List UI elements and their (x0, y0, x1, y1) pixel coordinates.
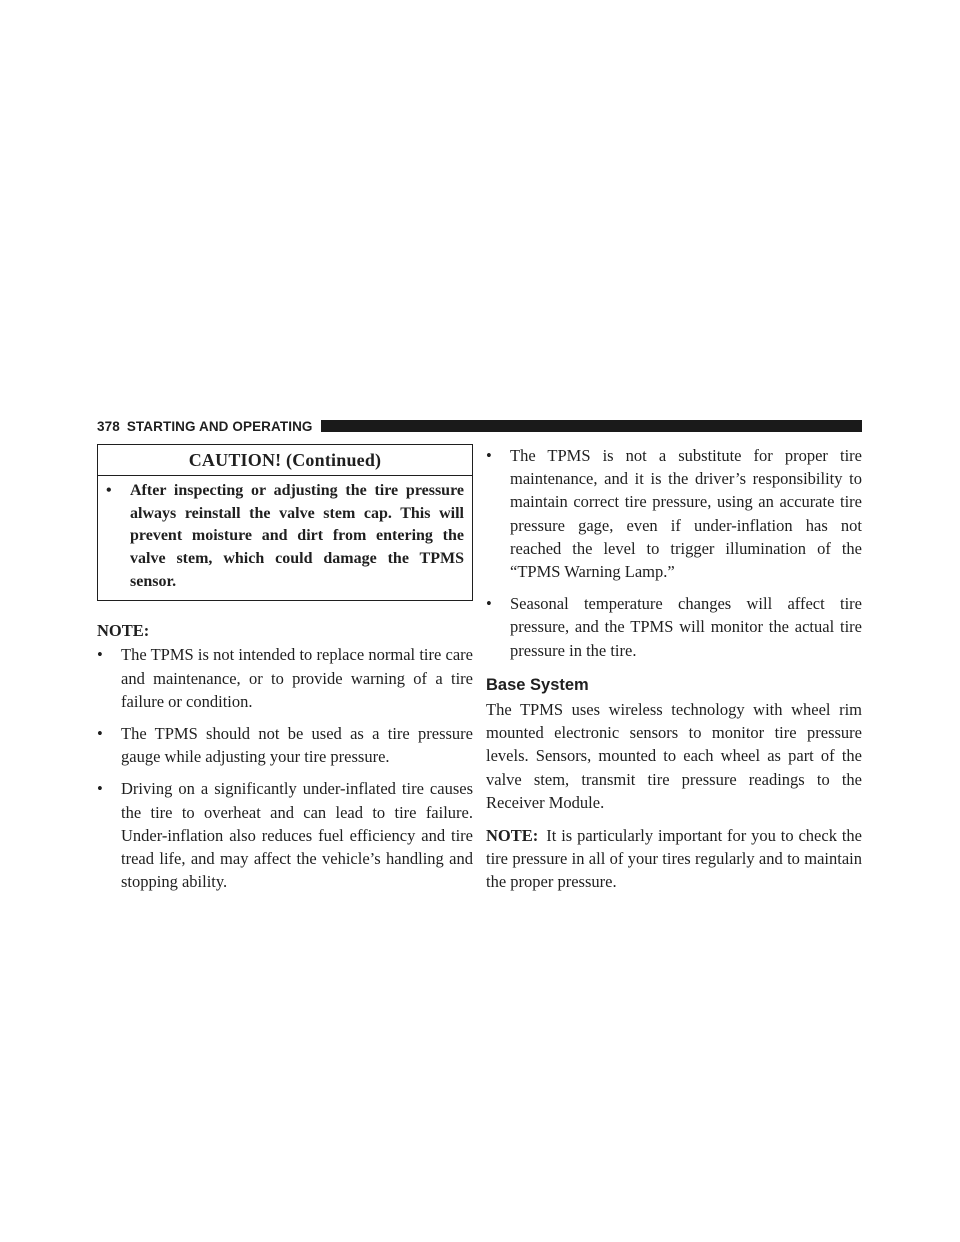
bullet-icon: • (486, 446, 492, 465)
note-bullet-text: The TPMS is not a substitute for proper tire maintenance, and it is the driver’s responsibility to maintain correct tire pressure, using an accurate tire pressure gage, even if under-inflation has not reached the level to trigger illumination of the “TPMS Warning Lamp.” (510, 446, 862, 582)
page-number: 378 (97, 418, 120, 434)
note-bullet (97, 643, 473, 713)
base-system-paragraph: The TPMS uses wireless technology with wheel rim mounted electronic sensors to monitor tire pressure levels. Sensors, mounted to each wheel as part of the valve stem, transmit tire pressure readings to the Receiver Module. (486, 700, 862, 812)
section-title: STARTING AND OPERATING (126, 418, 313, 434)
base-system-note-text: It is particularly important for you to check the tire pressure in all of your tires regularly and to maintain the proper pressure. (486, 826, 862, 892)
note-label-inline: NOTE: (486, 826, 539, 846)
bullet-icon: • (106, 482, 112, 500)
note-bullet (486, 592, 862, 662)
note-label: NOTE: (97, 621, 150, 641)
section-heading-base-system: Base System (486, 675, 589, 694)
left-column (97, 444, 473, 893)
bullet-icon: • (97, 723, 103, 743)
note-bullet-text: The TPMS should not be used as a tire pressure gauge while adjusting your tire pressure. (121, 723, 473, 767)
caution-box (97, 444, 473, 601)
note-bullet-text: Driving on a significantly under-inflated tire causes the tire to overheat and can lead to tire failure. Under-inflation also reduces fuel efficiency and tire tread life, and may affect the vehicle’s handling and stopping ability. (121, 779, 473, 892)
header-rule (321, 420, 862, 432)
bullet-icon: • (97, 779, 103, 799)
bullet-icon: • (97, 645, 103, 665)
caution-bullet-text: After inspecting or adjusting the tire pressure always reinstall the valve stem cap. This will prevent moisture and dirt from entering the valve stem, which could damage the TPMS sensor. (130, 482, 464, 590)
note-bullet-text: The TPMS is not intended to replace normal tire care and maintenance, or to provide warning of a tire failure or condition. (121, 645, 473, 711)
page-header (97, 416, 862, 436)
note-bullet (486, 444, 862, 583)
caution-body (98, 476, 472, 600)
note-bullet-text: Seasonal temperature changes will affect tire pressure, and the TPMS will monitor the actual tire pressure in the tire. (510, 594, 862, 660)
note-bullet (97, 777, 473, 893)
right-column (486, 444, 862, 894)
caution-bullet (106, 480, 464, 593)
base-system-note (486, 824, 862, 894)
note-bullet (97, 722, 473, 768)
caution-title: CAUTION! (Continued) (98, 445, 472, 476)
bullet-icon: • (486, 594, 492, 614)
